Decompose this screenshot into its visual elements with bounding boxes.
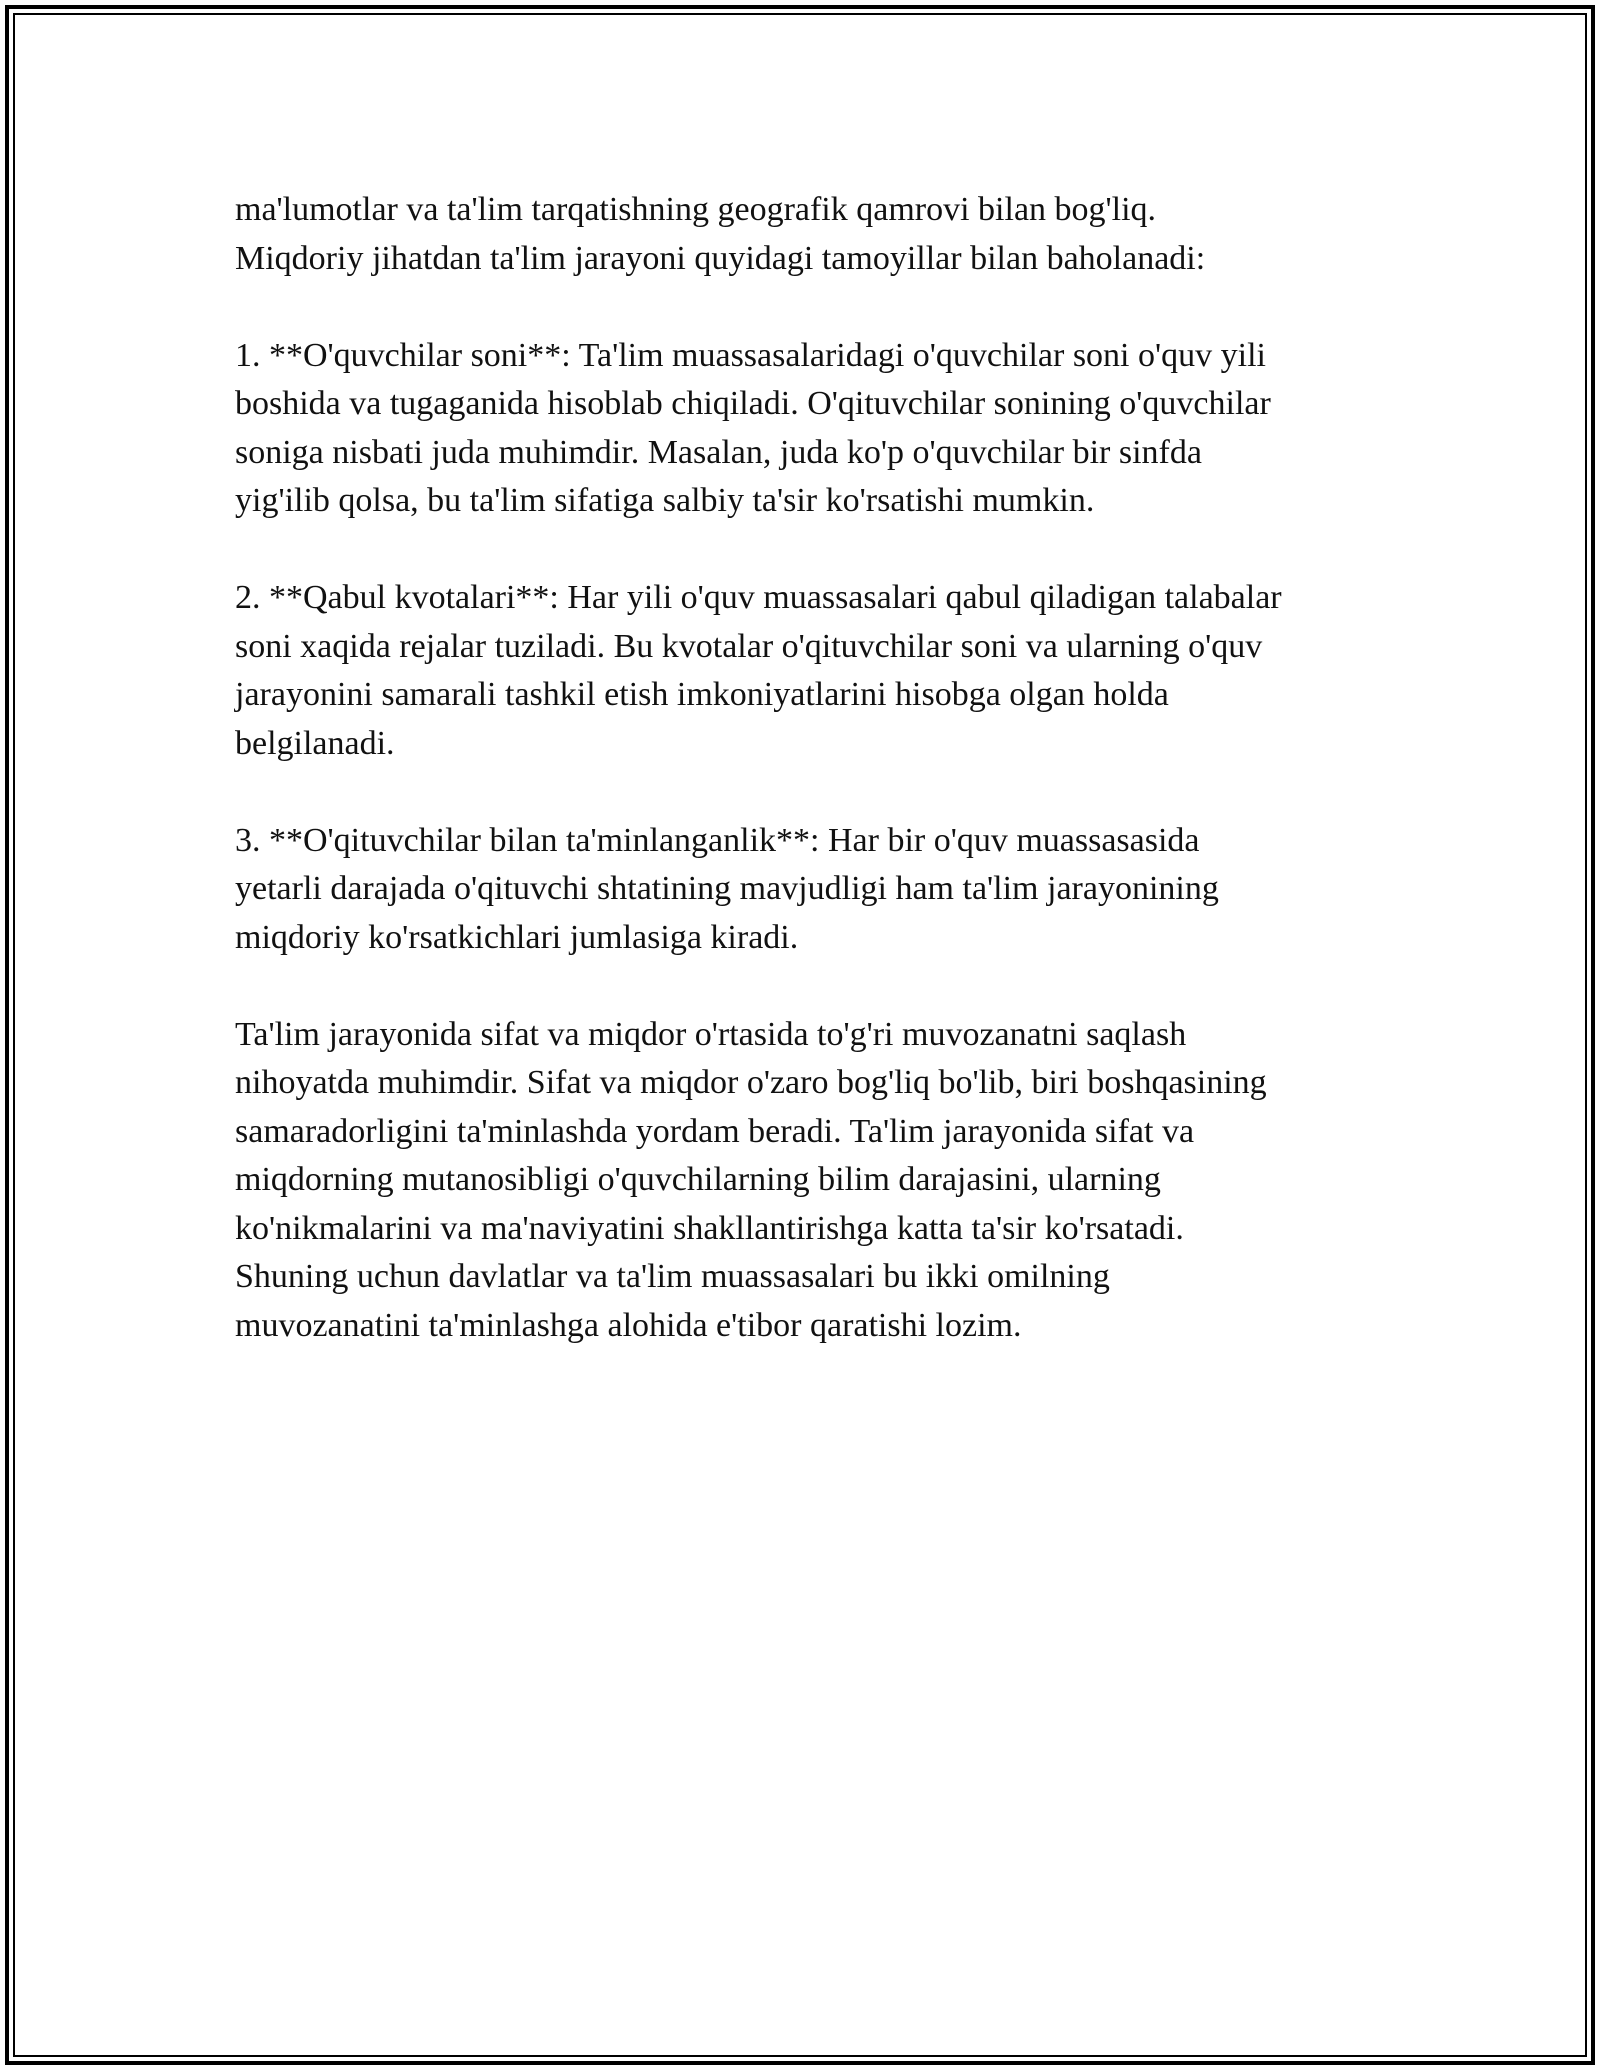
- text-line: yetarli darajada o'qituvchi shtatining mavjudligi ham ta'lim jarayonining: [235, 870, 1219, 907]
- text-line: miqdoriy ko'rsatkichlari jumlasiga kiradi.: [235, 918, 799, 956]
- text-line: ko'nikmalarini va ma'naviyatini shakllantirishga katta ta'sir ko'rsatadi.: [235, 1209, 1184, 1247]
- text-line: nihoyatda muhimdir. Sifat va miqdor o'zaro bog'liq bo'lib, biri boshqasining: [235, 1064, 1267, 1101]
- text-line: jarayonini samarali tashkil etish imkoniyatlarini hisobga olgan holda: [235, 676, 1169, 713]
- text-line: Shuning uchun davlatlar va ta'lim muassasalari bu ikki omilning: [235, 1258, 1110, 1295]
- text-line: miqdorning mutanosibligi o'quvchilarning bilim darajasini, ularning: [235, 1161, 1161, 1198]
- text-line: 3. **O'qituvchilar bilan ta'minlanganlik**: Har bir o'quv muassasasida: [235, 821, 1200, 859]
- list-item-students-count: [235, 332, 1385, 526]
- intro-paragraph: [235, 186, 1385, 283]
- text-line: belgilanadi.: [235, 724, 395, 762]
- list-item-admission-quotas: [235, 574, 1385, 768]
- text-line: boshida va tugaganida hisoblab chiqiladi. O'qituvchilar sonining o'quvchilar: [235, 385, 1271, 422]
- list-item-teacher-provision: [235, 817, 1385, 963]
- text-line: Ta'lim jarayonida sifat va miqdor o'rtasida to'g'ri muvozanatni saqlash: [235, 1015, 1187, 1053]
- text-line: soniga nisbati juda muhimdir. Masalan, juda ko'p o'quvchilar bir sinfda: [235, 433, 1202, 471]
- text-line: soni xaqida rejalar tuziladi. Bu kvotalar o'qituvchilar soni va ularning o'quv: [235, 627, 1263, 665]
- text-line: muvozanatini ta'minlashga alohida e'tibor qaratishi lozim.: [235, 1306, 1022, 1344]
- text-line: 1. **O'quvchilar soni**: Ta'lim muassasalaridagi o'quvchilar soni o'quv yili: [235, 336, 1266, 374]
- document-body: [235, 186, 1385, 1399]
- text-line: yig'ilib qolsa, bu ta'lim sifatiga salbiy ta'sir ko'rsatishi mumkin.: [235, 482, 1095, 519]
- text-line: samaradorligini ta'minlashda yordam beradi. Ta'lim jarayonida sifat va: [235, 1112, 1195, 1150]
- text-line: ma'lumotlar va ta'lim tarqatishning geografik qamrovi bilan bog'liq.: [235, 191, 1157, 228]
- text-line: Miqdoriy jihatdan ta'lim jarayoni quyidagi tamoyillar bilan baholanadi:: [235, 239, 1206, 277]
- text-line: 2. **Qabul kvotalari**: Har yili o'quv muassasalari qabul qiladigan talabalar: [235, 579, 1282, 616]
- conclusion-paragraph: [235, 1011, 1385, 1351]
